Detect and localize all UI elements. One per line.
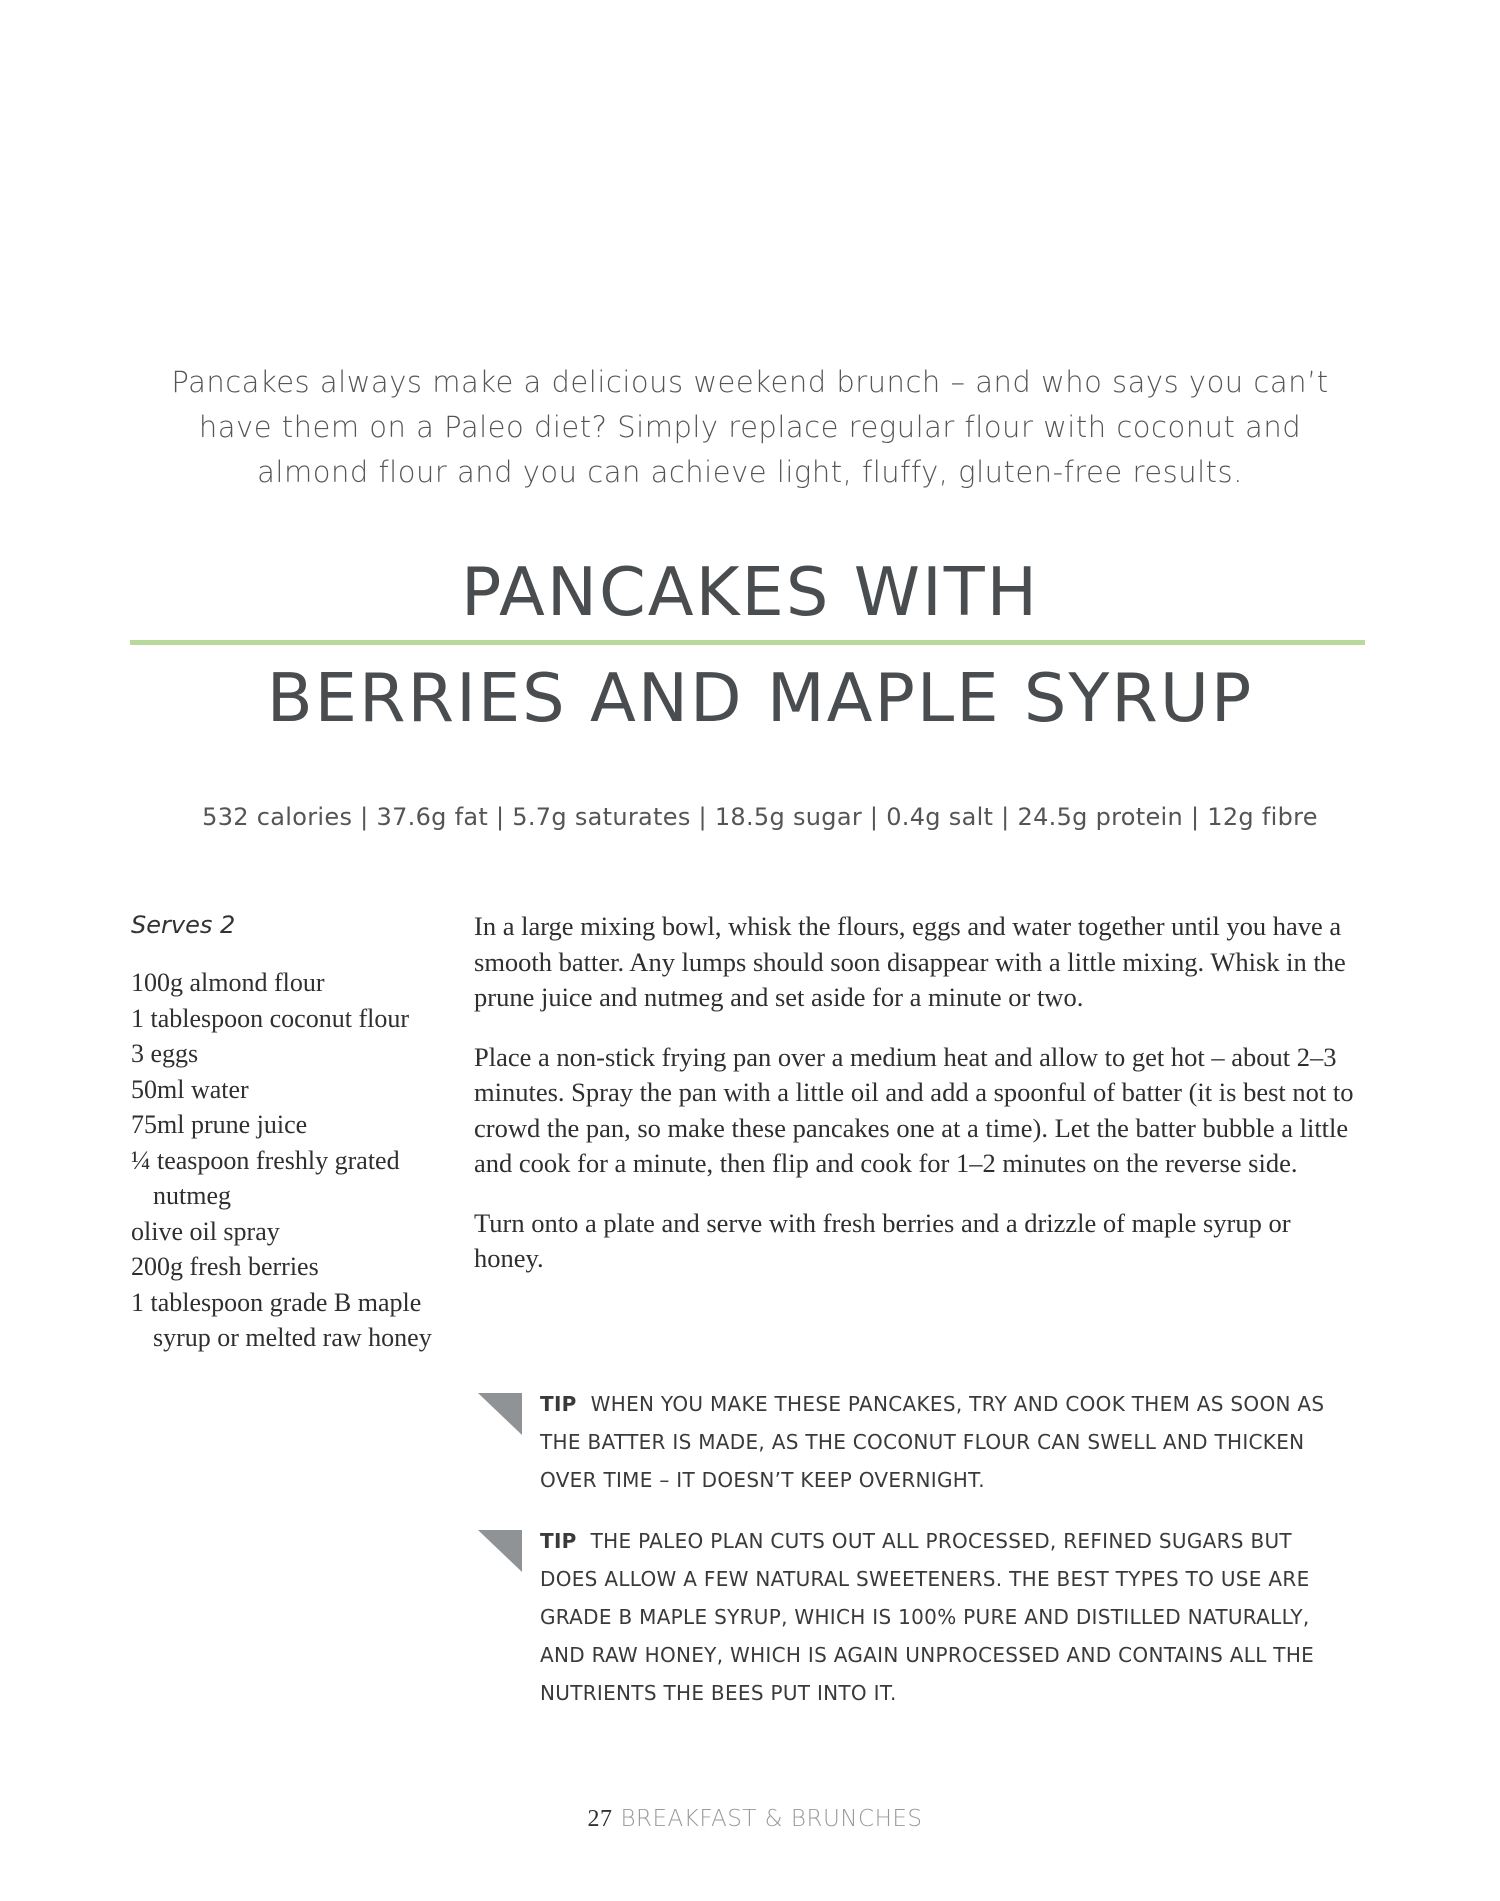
recipe-title-line-1: PANCAKES WITH — [460, 553, 1040, 631]
method-step: In a large mixing bowl, whisk the flours, eggs and water together until you have a smooth batter. Any lumps should soon disappear with a little mixing. Whisk in the prune juice and nutmeg and set aside for a minute or two. — [474, 911, 1346, 1012]
tip-text — [540, 1385, 1338, 1499]
serves-label: Serves 2 — [131, 911, 236, 939]
tip-label: TIP — [540, 1529, 577, 1553]
tip-box — [478, 1385, 1338, 1499]
page-footer — [0, 1806, 1500, 1833]
tip-body: THE PALEO PLAN CUTS OUT ALL PROCESSED, REFINED SUGARS BUT DOES ALLOW A FEW NATURAL SWEETENERS. THE BEST TYPES TO USE ARE GRADE B MAPLE SYRUP, WHICH IS 100% PURE AND DISTILLED NATURALLY, AND RAW HONEY, WHICH IS AGAIN UNPROCESSED AND CONTAINS ALL THE NUTRIENTS THE BEES PUT INTO IT. — [540, 1529, 1315, 1705]
page-number: 27 — [587, 1806, 613, 1832]
recipe-title-line-2: BERRIES AND MAPLE SYRUP — [266, 659, 1254, 737]
ingredient-item: 3 eggs — [131, 1039, 199, 1068]
ingredient-list — [131, 965, 451, 1356]
ingredient-item: 200g fresh berries — [131, 1252, 319, 1281]
method-section — [474, 909, 1364, 1301]
method-step: Turn onto a plate and serve with fresh berries and a drizzle of maple syrup or honey. — [474, 1207, 1291, 1273]
tip-box — [478, 1522, 1338, 1712]
section-name: BREAKFAST & BRUNCHES — [620, 1806, 923, 1832]
tip-body: WHEN YOU MAKE THESE PANCAKES, TRY AND COOK THEM AS SOON AS THE BATTER IS MADE, AS THE COCONUT FLOUR CAN SWELL AND THICKEN OVER TIME – IT DOESN’T KEEP OVERNIGHT. — [540, 1392, 1325, 1492]
ingredient-item: 100g almond flour — [131, 968, 325, 997]
intro-paragraph: Pancakes always make a delicious weekend brunch – and who says you can’t have them on a Paleo diet? Simply replace regular flour with coconut and almond flour and you can achieve light, fluffy, gluten-free results. — [171, 365, 1329, 489]
title-divider — [130, 640, 1365, 645]
ingredient-item: 1 tablespoon grade B maple syrup or melted raw honey — [131, 1287, 432, 1352]
ingredient-item: olive oil spray — [131, 1216, 280, 1246]
ingredient-item: 1 tablespoon coconut flour — [131, 1003, 409, 1033]
ingredient-item: ¼ teaspoon freshly grated nutmeg — [131, 1145, 400, 1210]
tip-label: TIP — [540, 1392, 577, 1416]
ingredient-item: 75ml prune juice — [131, 1110, 308, 1139]
ingredient-item: 50ml water — [131, 1074, 249, 1104]
tip-text — [540, 1522, 1338, 1712]
tip-marker-icon — [478, 1530, 522, 1572]
nutrition-info: 532 calories | 37.6g fat | 5.7g saturates | 18.5g sugar | 0.4g salt | 24.5g protein | 12g fibre — [202, 803, 1318, 831]
tip-marker-icon — [478, 1393, 522, 1435]
method-step: Place a non-stick frying pan over a medium heat and allow to get hot – about 2–3 minutes. Spray the pan with a little oil and add a spoonful of batter (it is best not to crowd the pan, so make these pancakes one at a time). Let the batter bubble a little and cook for a minute, then flip and cook for 1–2 minutes on the reverse side. — [474, 1041, 1354, 1178]
